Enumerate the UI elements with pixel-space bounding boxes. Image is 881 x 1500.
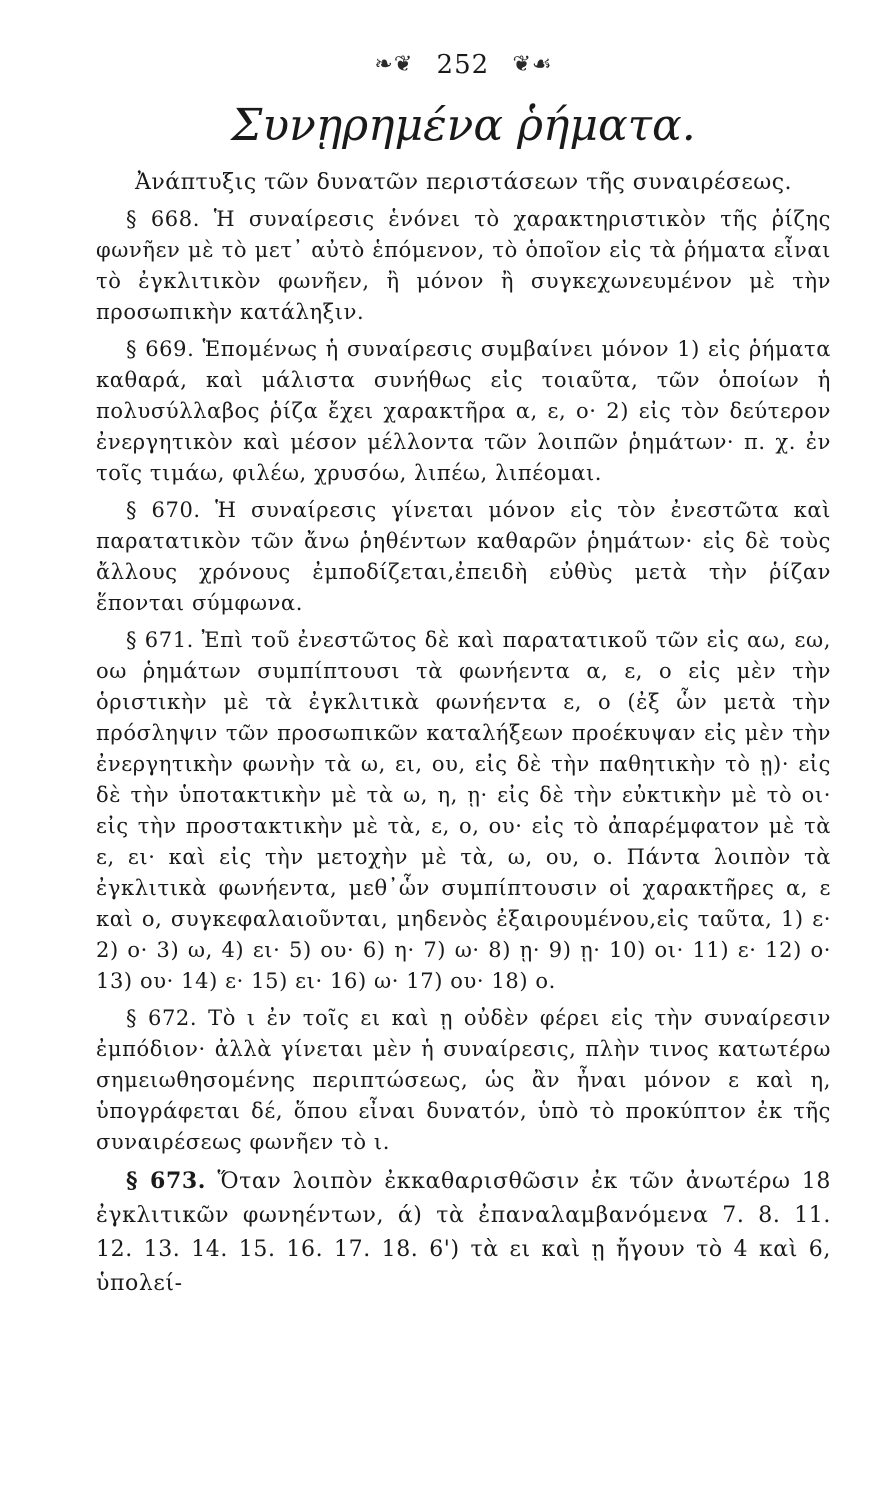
page-header <box>96 40 831 88</box>
paragraph-text: Ἡ συναίρεσις γίνεται μόνον εἰς τὸν ἐνεστῶτα καὶ παρατατικὸν τῶν ἄνω ῥηθέντων καθαρῶν ῥημάτων· εἰς δὲ τοὺς ἄλλους χρόνους ἐμποδίζεται,ἐπειδὴ εὐθὺς μετὰ τὴν ῥίζαν ἕπονται σύμφωνα. <box>96 498 831 615</box>
paragraph-668 <box>96 204 831 328</box>
left-ornament-icon: ❧❦ <box>374 52 414 77</box>
paragraph-671 <box>96 625 831 997</box>
chapter-subtitle: Ἀνάπτυξις τῶν δυνατῶν περιστάσεων τῆς συναιρέσεως. <box>134 170 793 195</box>
page-number: 252 <box>436 50 490 80</box>
right-ornament-icon: ❦☙ <box>512 52 553 77</box>
paragraph-672 <box>96 1003 831 1158</box>
section-number: § 668. <box>126 207 200 231</box>
book-page <box>96 40 831 1307</box>
paragraph-text: Ἡ συναίρεσις ἑνόνει τὸ χαρακτηριστικὸν τῆς ῥίζης φωνῆεν μὲ τὸ μετ᾽ αὐτὸ ἑπόμενον, τὸ ὁποῖον εἰς τὰ ῥήματα εἶναι τὸ ἐγκλιτικὸν φωνῆεν, ἢ μόνον ἢ συγκεχωνευμένον μὲ τὴν προσωπικὴν κατάληξιν. <box>96 207 831 324</box>
paragraph-text: Ἐπὶ τοῦ ἐνεστῶτος δὲ καὶ παρατατικοῦ τῶν εἰς αω, εω, οω ῥημάτων συμπίπτουσι τὰ φωνήεντα α, ε, ο εἰς μὲν τὴν ὁριστικὴν μὲ τὰ ἐγκλιτικὰ φωνήεντα ε, ο (ἐξ ὧν μετὰ τὴν πρόσληψιν τῶν προσωπικῶν καταλήξεων προέκυψαν εἰς μὲν τὴν ἐνεργητικὴν φωνὴν τὰ ω, ει, ου, εἰς δὲ τὴν παθητικὴν τὸ ῃ)· εἰς δὲ τὴν ὑποτακτικὴν μὲ τὰ ω, η, ῃ· εἰς δὲ τὴν εὐκτικὴν μὲ τὸ οι· εἰς τὴν προστακτικὴν μὲ τὰ, ε, ο, ου· εἰς τὸ ἀπαρέμφατον μὲ τὰ ε, ει· καὶ εἰς τὴν μετοχὴν μὲ τὰ, ω, ου, ο. Πάντα λοιπὸν τὰ ἐγκλιτικὰ φωνήεντα, μεθ᾽ὧν συμπίπτουσιν οἱ χαρακτῆρες α, ε καὶ ο, συγκεφαλαιοῦνται, μηδενὸς ἐξαιρουμένου,εἰς ταῦτα, 1) ε· 2) ο· 3) ω, 4) ει· 5) ου· 6) η· 7) ω· 8) ῃ· 9) ῃ· 10) οι· 11) ε· 12) ο· 13) ου· 14) ε· 15) ει· 16) ω· 17) ου· 18) ο. <box>96 628 831 993</box>
section-number: § 672. <box>126 1006 198 1030</box>
paragraph-text: Ἑπομένως ἡ συναίρεσις συμβαίνει μόνον 1) εἰς ῥήματα καθαρά, καὶ μάλιστα συνήθως εἰς τοιαῦτα, τῶν ὁποίων ἡ πολυσύλλαβος ῥίζα ἔχει χαρακτῆρα α, ε, ο· 2) εἰς τὸν δεύτερον ἐνεργητικὸν καὶ μέσον μέλλοντα τῶν λοιπῶν ῥημάτων· π. χ. ἐν τοῖς τιμάω, φιλέω, χρυσόω, λιπέω, λιπέομαι. <box>96 337 831 485</box>
section-number: § 673. <box>126 1168 207 1194</box>
paragraph-text: Τὸ ι ἐν τοῖς ει καὶ ῃ οὐδὲν φέρει εἰς τὴν συναίρεσιν ἐμπόδιον· ἀλλὰ γίνεται μὲν ἡ συναίρεσις, πλὴν τινος κατωτέρω σημειωθησομένης περιπτώσεως, ὡς ἂν ἦναι μόνον ε καὶ η, ὑπογράφεται δέ, ὅπου εἶναι δυνατόν, ὑπὸ τὸ προκύπτον ἐκ τῆς συναιρέσεως φωνῆεν τὸ ι. <box>96 1006 831 1154</box>
paragraph-text: Ὅταν λοιπὸν ἐκκαθαρισθῶσιν ἐκ τῶν ἀνωτέρω 18 ἐγκλιτικῶν φωνηέντων, ά) τὰ ἐπαναλαμβανόμενα 7. 8. 11. 12. 13. 14. 15. 16. 17. 18. 6') τὰ ει καὶ ῃ ἤγουν τὸ 4 καὶ 6, ὑπολεί- <box>96 1169 831 1296</box>
chapter-title: Συνῃρημένα ῥήματα. <box>231 100 696 151</box>
paragraph-670 <box>96 495 831 619</box>
section-number: § 671. <box>126 628 194 652</box>
paragraph-669 <box>96 334 831 489</box>
section-number: § 669. <box>126 337 195 361</box>
section-number: § 670. <box>126 498 201 522</box>
paragraph-673 <box>96 1164 831 1301</box>
